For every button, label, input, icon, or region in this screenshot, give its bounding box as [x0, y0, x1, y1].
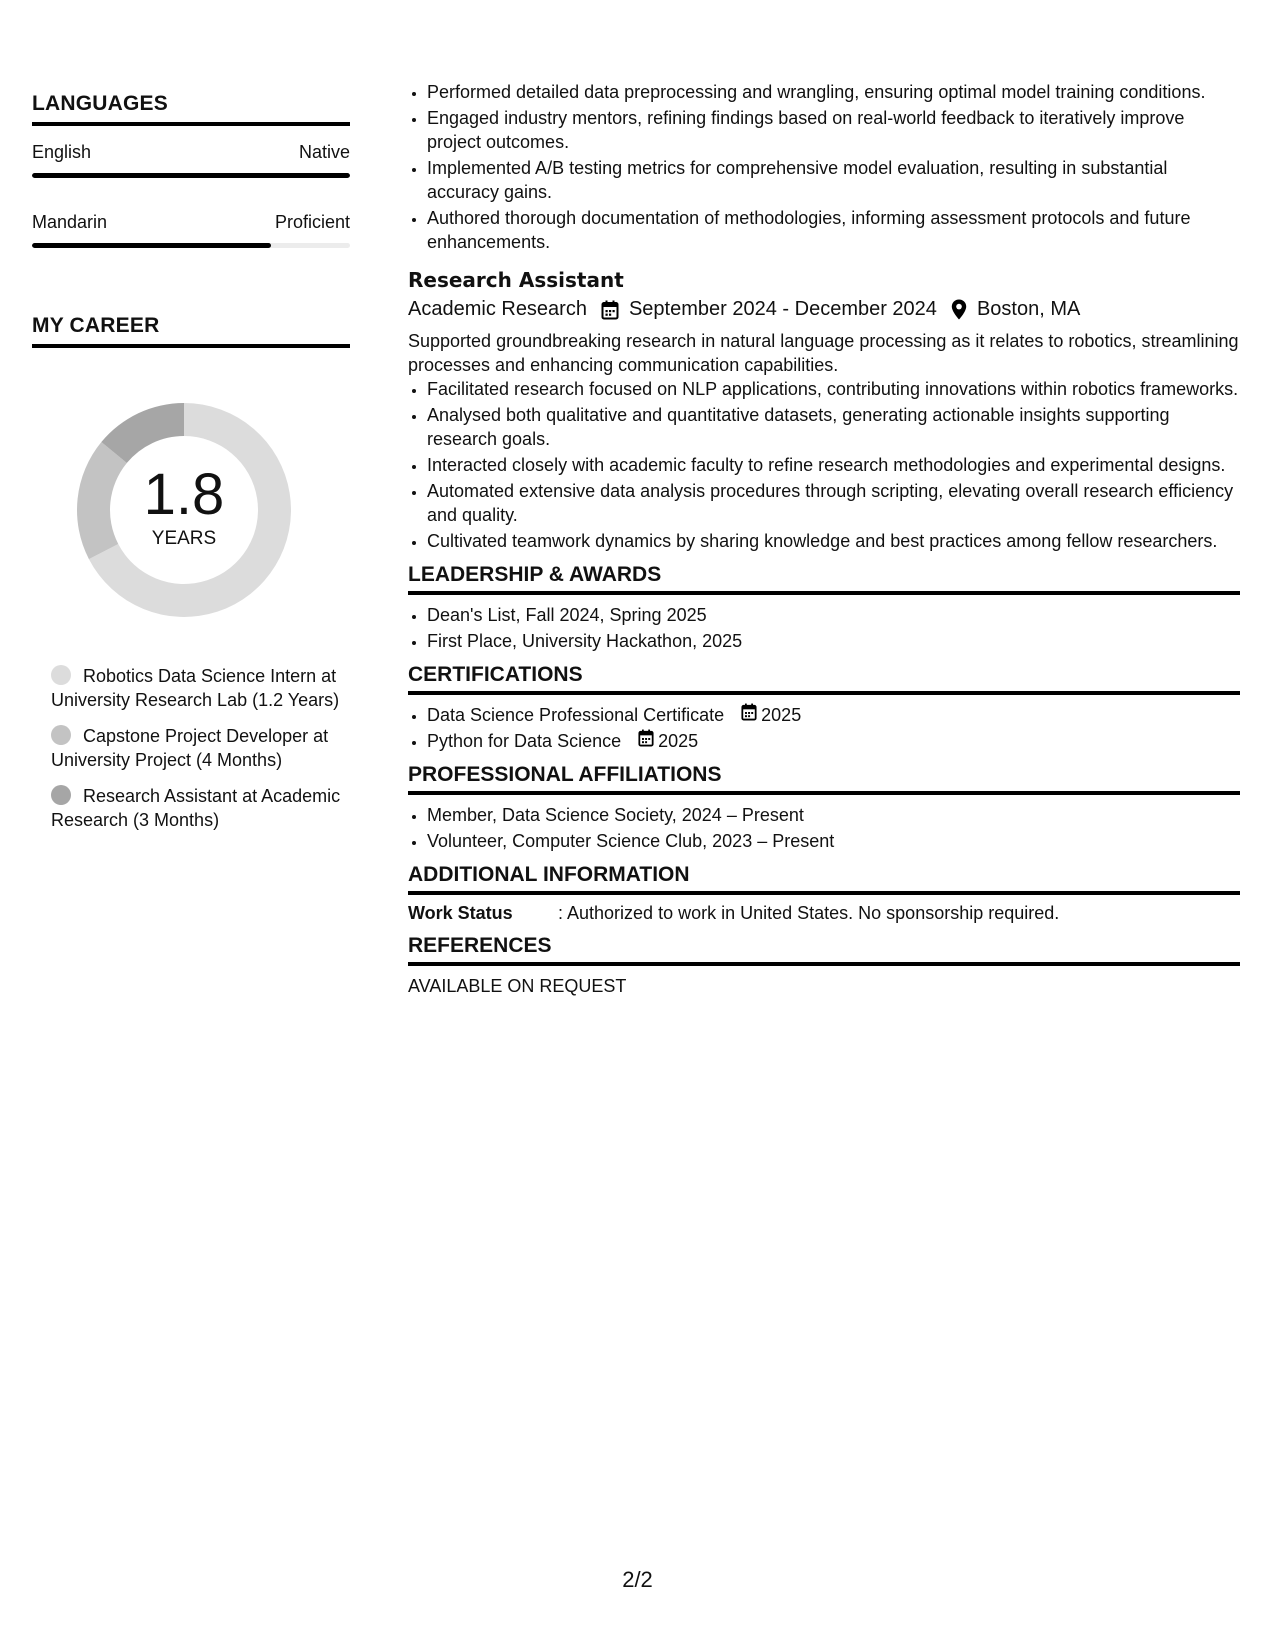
award-item: • First Place, University Hackathon, 2025 [427, 629, 1240, 653]
references-heading: REFERENCES [408, 934, 1240, 966]
career-donut-chart [66, 392, 302, 628]
bullet-item: • Implemented A/B testing metrics for comprehensive model evaluation, resulting in substantial accuracy gains. [427, 156, 1240, 204]
bullet-item: • Interacted closely with academic faculty to refine research methodologies and experimental designs. [427, 453, 1240, 477]
legend-label: Capstone Project Developer at University Project (4 Months) [51, 726, 329, 770]
donut-center [66, 392, 302, 628]
job-bullets [408, 377, 1240, 553]
affiliations-section [408, 763, 1240, 853]
job-description: Supported groundbreaking research in natural language processing as it relates to robotics, streamlining processes and enhancing communication capabilities. [408, 331, 1239, 375]
language-name: Mandarin [32, 212, 108, 232]
legend-label: Robotics Data Science Intern at University Research Lab (1.2 Years) [51, 666, 340, 710]
references-text: AVAILABLE ON REQUEST [408, 976, 627, 996]
language-level: Native [298, 142, 350, 162]
legend-item [51, 784, 341, 832]
career-section [32, 314, 350, 832]
leadership-heading: LEADERSHIP & AWARDS [408, 563, 1240, 595]
location-pin-icon [951, 299, 967, 320]
career-legend [51, 664, 341, 832]
left-column [32, 92, 350, 844]
job-meta [408, 298, 1240, 321]
certification-item [427, 729, 1240, 753]
affiliations-heading: PROFESSIONAL AFFILIATIONS [408, 763, 1240, 795]
calendar-icon [601, 300, 619, 320]
language-name: English [32, 142, 92, 162]
additional-info-heading: ADDITIONAL INFORMATION [408, 863, 1240, 895]
certification-name: Python for Data Science [427, 731, 622, 751]
previous-job-bullets [408, 80, 1240, 254]
legend-item [51, 724, 341, 772]
certifications-heading: CERTIFICATIONS [408, 663, 1240, 695]
calendar-icon [741, 703, 761, 727]
right-column [408, 80, 1240, 998]
language-item [32, 142, 350, 178]
career-heading: MY CAREER [32, 314, 350, 348]
affiliation-item: • Member, Data Science Society, 2024 – Present [427, 803, 1240, 827]
research-assistant-entry [408, 268, 1240, 553]
language-item [32, 212, 350, 248]
bullet-item: • Authored thorough documentation of methodologies, informing assessment protocols and future enhancements. [427, 206, 1240, 254]
bullet-item: • Cultivated teamwork dynamics by sharing knowledge and best practices among fellow researchers. [427, 529, 1240, 553]
certification-year: 2025 [658, 731, 699, 751]
references-section [408, 934, 1240, 998]
language-proficiency-fill [32, 243, 271, 248]
bullet-item: • Facilitated research focused on NLP applications, contributing innovations within robotics frameworks. [427, 377, 1240, 401]
bullet-item: • Automated extensive data analysis procedures through scripting, elevating overall research efficiency and quality. [427, 479, 1240, 527]
certifications-section [408, 663, 1240, 753]
legend-dot [51, 665, 71, 685]
certification-item [427, 703, 1240, 727]
legend-item [51, 664, 341, 712]
certification-name: Data Science Professional Certificate [427, 705, 725, 725]
languages-heading: LANGUAGES [32, 92, 350, 126]
languages-section [32, 92, 350, 248]
language-proficiency-bar [32, 243, 350, 248]
legend-label: Research Assistant at Academic Research (3 Months) [51, 786, 341, 830]
language-level: Proficient [274, 212, 350, 232]
affiliation-item: • Volunteer, Computer Science Club, 2023 – Present [427, 829, 1240, 853]
bullet-item: • Engaged industry mentors, refining findings based on real-world feedback to iteratively improve project outcomes. [427, 106, 1240, 154]
legend-dot [51, 785, 71, 805]
calendar-icon [638, 729, 658, 753]
bullet-item: • Performed detailed data preprocessing and wrangling, ensuring optimal model training conditions. [427, 80, 1240, 104]
award-item: • Dean's List, Fall 2024, Spring 2025 [427, 603, 1240, 627]
job-dates: September 2024 - December 2024 [628, 298, 937, 320]
work-status-row [408, 903, 1240, 924]
job-title: Research Assistant [408, 268, 624, 292]
work-status-value: : Authorized to work in United States. No sponsorship required. [558, 903, 1060, 923]
job-location: Boston, MA [976, 298, 1081, 320]
page-number: 2/2 [622, 1567, 653, 1592]
job-company: Academic Research [408, 298, 587, 320]
additional-info-section [408, 863, 1240, 924]
career-total-value: 1.8 [143, 462, 225, 527]
legend-dot [51, 725, 71, 745]
bullet-item: • Analysed both qualitative and quantitative datasets, generating actionable insights supporting research goals. [427, 403, 1240, 451]
certification-year: 2025 [761, 705, 802, 725]
career-total-unit: YEARS [151, 528, 217, 549]
leadership-section [408, 563, 1240, 653]
work-status-label: Work Status [408, 903, 513, 923]
